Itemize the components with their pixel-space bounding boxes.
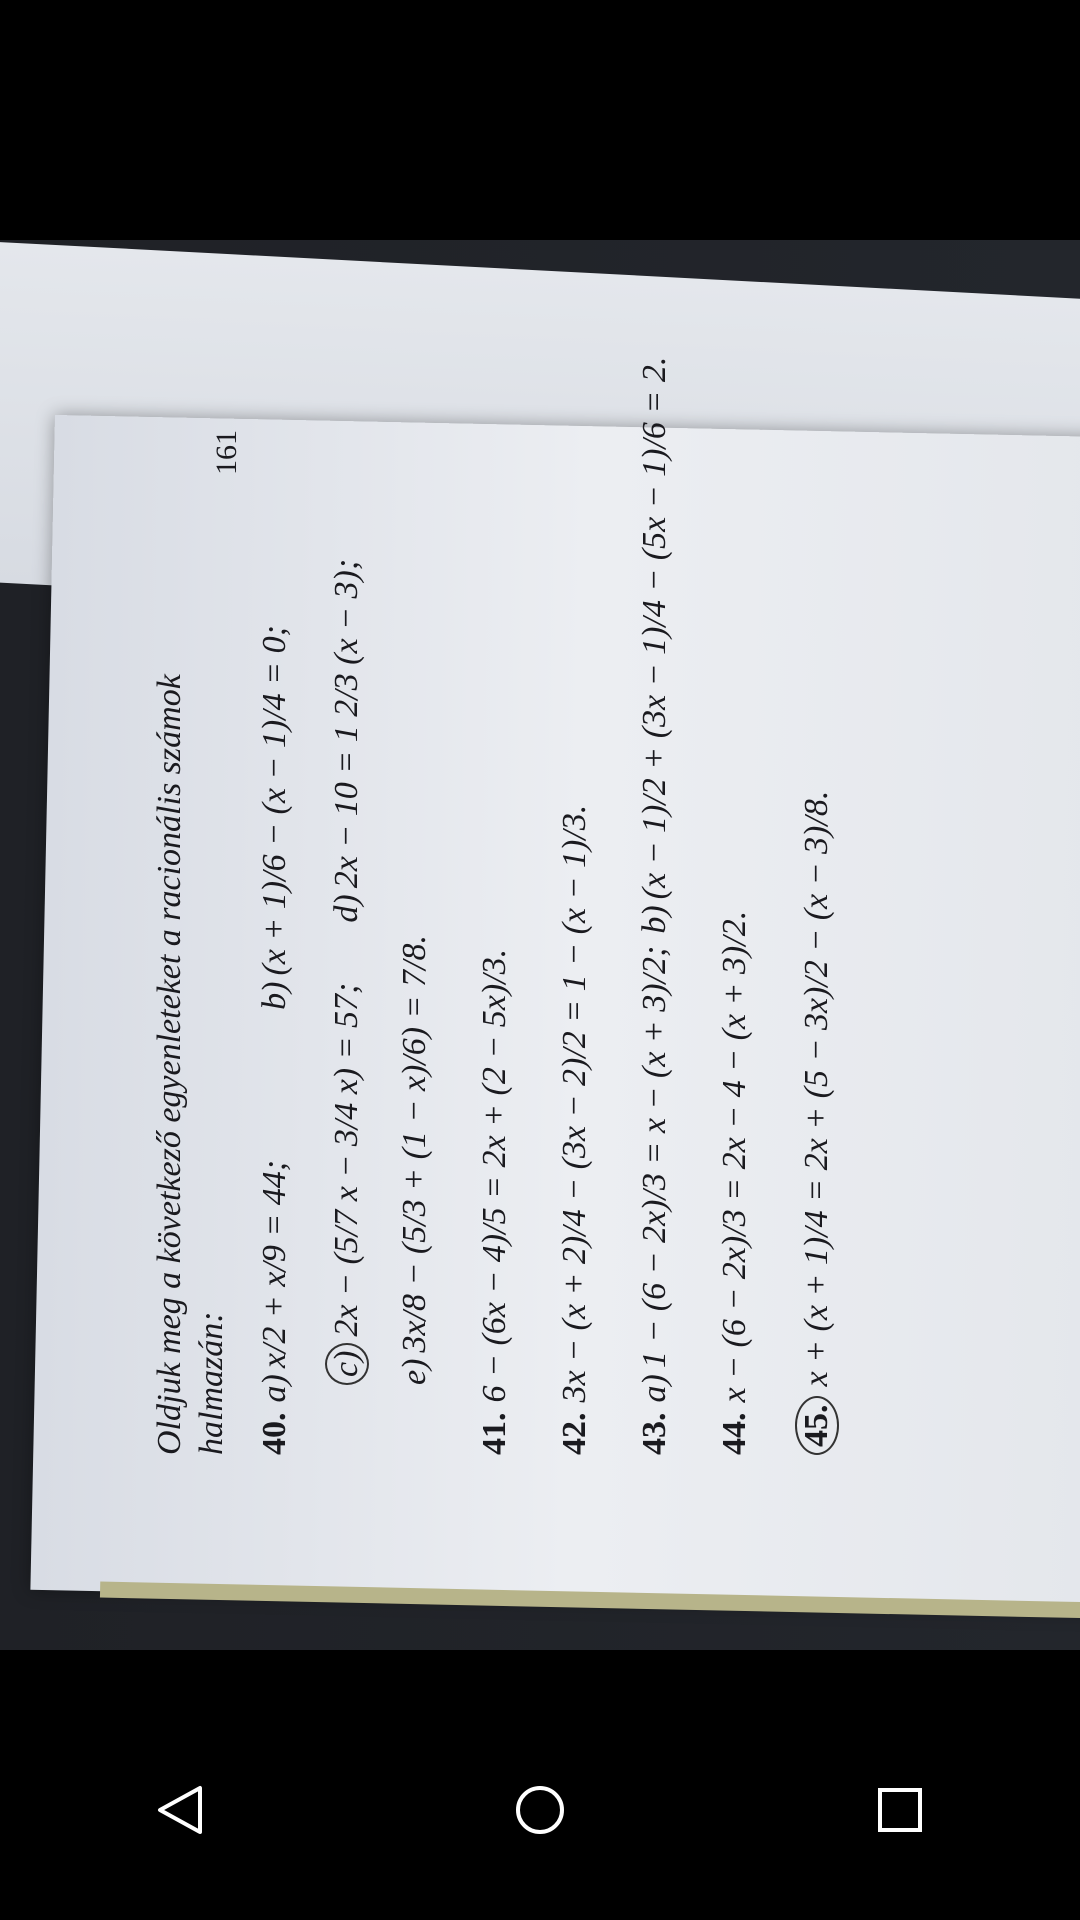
intro-text-1: Oldjuk meg a következő egyenleteket a racionális számok	[151, 674, 188, 1455]
exercise-40-c	[325, 559, 369, 1385]
exercise-label: e)	[396, 1358, 433, 1385]
exercise-40-e	[395, 935, 435, 1385]
exercise-40-a	[255, 625, 295, 1455]
page-number: 161	[210, 430, 243, 475]
exercise-number: 42.	[556, 1412, 593, 1455]
equation: x/2 + x/9 = 44;	[256, 1159, 293, 1369]
recents-button[interactable]	[845, 1755, 955, 1865]
home-button[interactable]	[485, 1755, 595, 1865]
back-triangle-icon	[152, 1782, 208, 1838]
exercise-43	[635, 357, 675, 1455]
equation: 6 − (6x − 4)/5 = 2x + (2 − 5x)/3.	[476, 948, 513, 1403]
android-navigation-bar	[0, 1700, 1080, 1920]
exercise-44	[715, 911, 755, 1455]
equation: 2x − 10 = 1 2/3 (x − 3);	[328, 558, 365, 889]
exercise-number: 44.	[716, 1412, 753, 1455]
exercise-45	[795, 791, 839, 1455]
exercise-label: a)	[636, 1374, 673, 1403]
equation: x − (6 − 2x)/3 = 2x − 4 − (x + 3)/2.	[716, 910, 753, 1403]
exercise-42	[555, 805, 595, 1455]
equation: 3x − (x + 2)/4 − (3x − 2)/2 = 1 − (x − 1)/3.	[556, 804, 593, 1403]
exercise-41	[475, 949, 515, 1455]
equation: (x − 1)/2 + (3x − 1)/4 − (5x − 1)/6 = 2.	[636, 356, 673, 900]
exercise-number: 40.	[256, 1412, 293, 1455]
exercise-label-circled: c)	[325, 1343, 369, 1385]
home-circle-icon	[512, 1782, 568, 1838]
intro-line-2	[192, 1311, 232, 1455]
exercise-number-circled: 45.	[795, 1397, 839, 1456]
intro-line-1	[150, 674, 190, 1455]
recents-square-icon	[872, 1782, 928, 1838]
intro-text-2: halmazán:	[193, 1311, 230, 1455]
exercise-number: 43.	[636, 1412, 673, 1455]
page-content	[130, 325, 1030, 1455]
back-button[interactable]	[125, 1755, 235, 1865]
exercise-label: d)	[328, 894, 365, 923]
exercise-label: b)	[636, 905, 673, 934]
equation: (x + 1)/6 − (x − 1)/4 = 0;	[256, 625, 293, 976]
equation: 2x − (5/7 x − 3/4 x) = 57;	[328, 982, 365, 1337]
equation: x + (x + 1)/4 = 2x + (5 − 3x)/2 − (x − 3)/8.	[798, 790, 835, 1387]
exercise-label: b)	[256, 981, 293, 1010]
equation: 3x/8 − (5/3 + (1 − x)/6) = 7/8.	[396, 935, 433, 1353]
equation: 1 − (6 − 2x)/3 = x − (x + 3)/2;	[636, 945, 673, 1369]
exercise-number: 41.	[476, 1412, 513, 1455]
book-photo	[0, 240, 1080, 1650]
exercise-label: a)	[256, 1374, 293, 1403]
